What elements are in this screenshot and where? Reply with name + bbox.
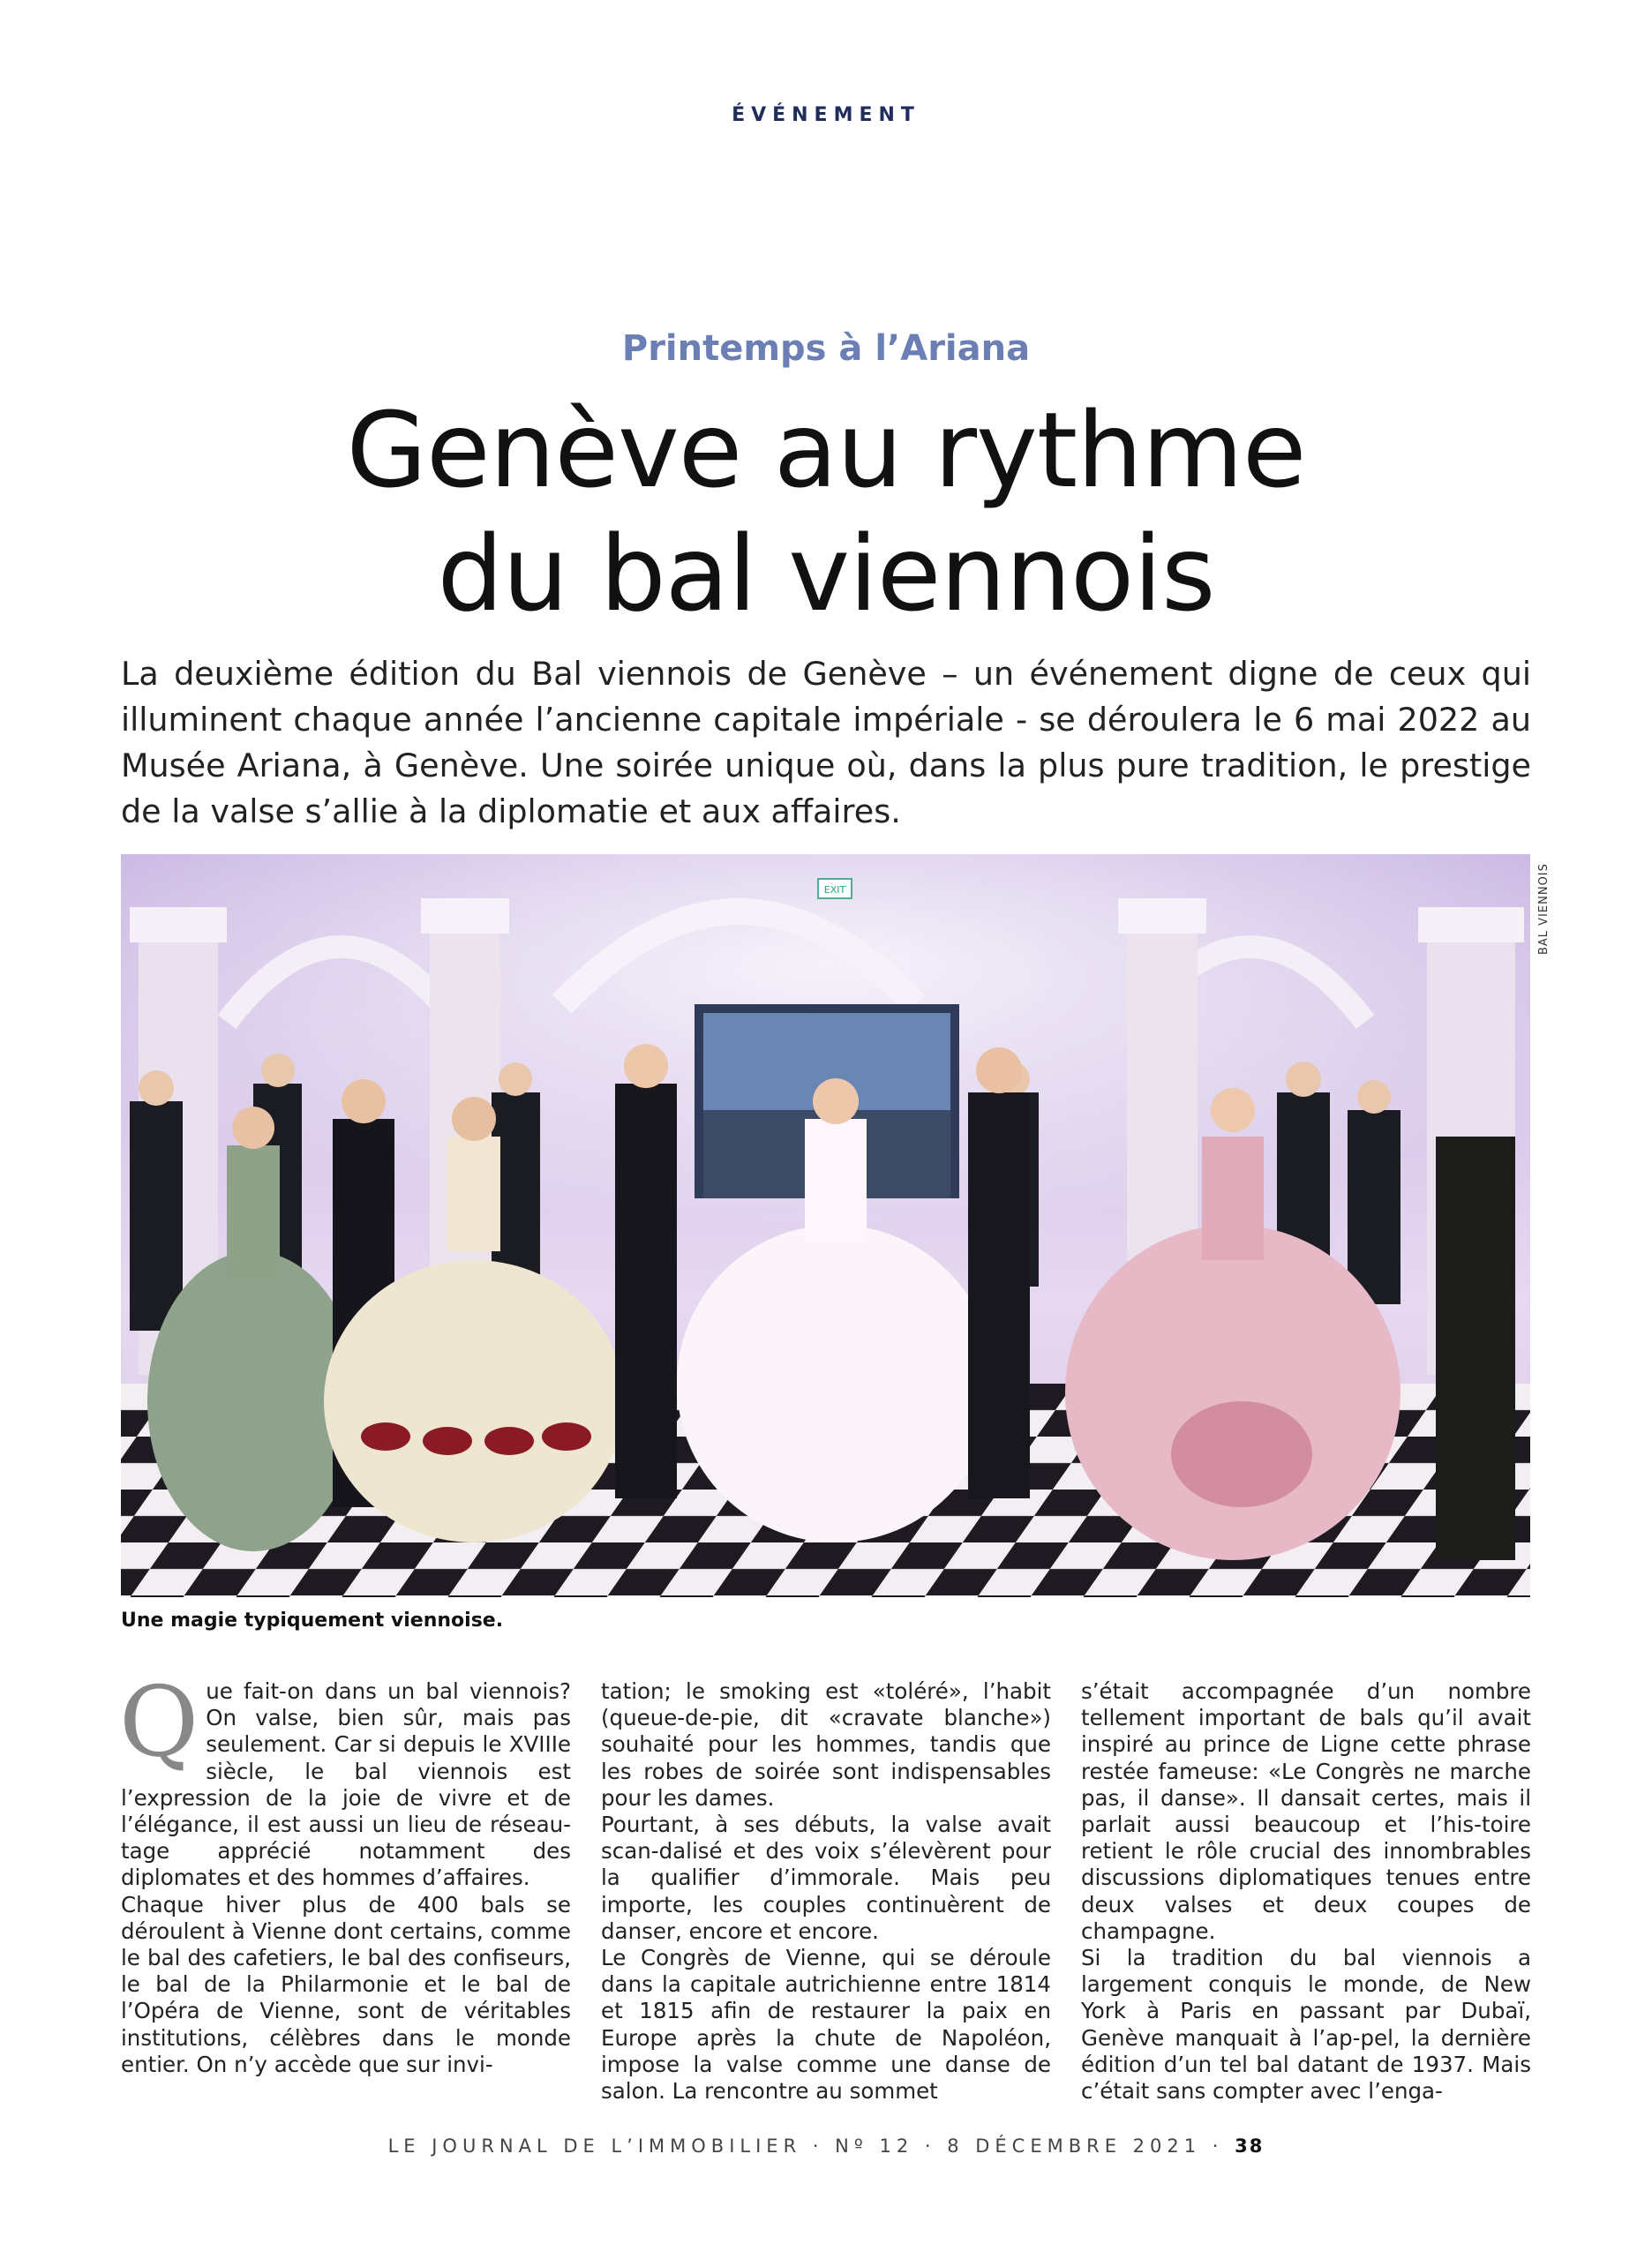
photo-credit: BAL VIENNOIS bbox=[1537, 863, 1551, 955]
body-paragraph: tation; le smoking est «toléré», l’habit (queue-de-pie, dit «cravate blanche») souhaité pour les hommes, tandis que les robes de soirée sont indispensables pour les dames. bbox=[601, 1678, 1051, 1811]
publication-line: LE JOURNAL DE L’IMMOBILIER · Nº 12 · 8 DÉCEMBRE 2021 · bbox=[387, 2135, 1224, 2157]
body-text: ue fait-on dans un bal viennois? On valse, bien sûr, mais pas seulement. Car si depuis le XVIIIe siècle, le bal viennois est l’expression de la joie de vivre et de l’élégance, il est aussi un lieu de réseau-tage apprécié notamment des diplomates et des hommes d’affaires. bbox=[121, 1678, 571, 1891]
article-lede: La deuxième édition du Bal viennois de Genève – un événement digne de ceux qui illuminent chaque année l’ancienne capitale impériale - se déroulera le 6 mai 2022 au Musée Ariana, à Genève. Une soirée unique où, dans la plus pure tradition, le prestige de la valse s’allie à la diplomatie et aux affaires. bbox=[121, 655, 1531, 830]
page-footer bbox=[0, 2135, 1652, 2157]
drop-cap: Q bbox=[119, 1665, 199, 1778]
section-tag: ÉVÉNEMENT bbox=[732, 104, 920, 126]
body-paragraph: Si la tradition du bal viennois a largement conquis le monde, de New York à Paris en passant par Dubaï, Genève manquait à l’ap-pel, la dernière édition d’un tel bal datant de 1937. Mais c’était sans compter avec l’enga- bbox=[1081, 1945, 1531, 2105]
article-headline bbox=[0, 388, 1652, 635]
headline-line-1: Genève au rythme bbox=[346, 389, 1306, 511]
body-column-2 bbox=[601, 1678, 1051, 2105]
headline-line-2: du bal viennois bbox=[437, 513, 1215, 634]
article-kicker: Printemps à l’Ariana bbox=[621, 328, 1031, 369]
body-paragraph: Chaque hiver plus de 400 bals se déroulent à Vienne dont certains, comme le bal des cafetiers, le bal des confiseurs, le bal de la Philarmonie et le bal de l’Opéra de Vienne, sont de véritables institutions, célèbres dans le monde entier. On n’y accède que sur invi- bbox=[121, 1891, 571, 2077]
body-paragraph bbox=[119, 1665, 571, 1892]
page-number: 38 bbox=[1235, 2135, 1265, 2157]
ballroom-illustration bbox=[121, 854, 1530, 1597]
exit-sign-label: EXIT bbox=[823, 884, 846, 896]
body-paragraph: Le Congrès de Vienne, qui se déroule dans la capitale autrichienne entre 1814 et 1815 afin de restaurer la paix en Europe après la chute de Napoléon, impose la valse comme une danse de salon. La rencontre au sommet bbox=[601, 1945, 1051, 2105]
article-photo bbox=[121, 854, 1530, 1597]
article-body bbox=[119, 1665, 1531, 2105]
body-column-3 bbox=[1081, 1678, 1531, 2105]
body-paragraph: s’était accompagnée d’un nombre tellement important de bals qu’il avait inspiré au prince de Ligne cette phrase restée fameuse: «Le Congrès ne marche pas, il danse». Il dansait certes, mais il parlait aussi beaucoup et l’his-toire retient le rôle crucial des innombrables discussions diplomatiques tenues entre deux valses et deux coupes de champagne. bbox=[1081, 1678, 1531, 1944]
photo-caption: Une magie typiquement viennoise. bbox=[121, 1610, 504, 1632]
body-column-1 bbox=[119, 1665, 571, 2077]
body-paragraph: Pourtant, à ses débuts, la valse avait scan-dalisé et des voix s’élevèrent pour la qualifier d’immorale. Mais peu importe, les couples continuèrent de danser, encore et encore. bbox=[601, 1812, 1051, 1944]
